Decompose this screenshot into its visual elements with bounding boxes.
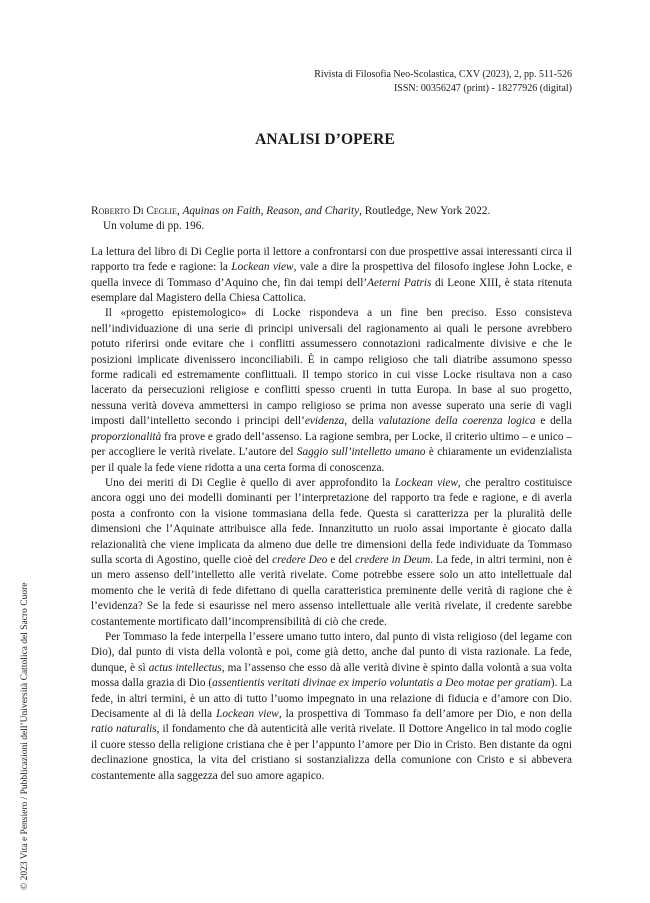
text-run: , della [344,415,379,428]
italic-run: Aeterni Patris [367,276,432,289]
book-citation: Roberto Di Ceglie, Aquinas on Faith, Reason, and Charity, Routledge, New York 2022. Un volume di pp. 196. [91,205,491,233]
italic-run: Lockean view [394,476,458,489]
text-run: , che peraltro costituisce ancora oggi uno dei modelli dominanti per l’interpretazione del rapporto tra fede e ragione, e di averla posta a confronto con la visione tommasiana della fede. Questa si caratterizza per la pluralità delle dimensioni che l’Aquinate attribuisce alla fede. Innanzitutto un ruolo assai importante è giocato dalla relazionalità che viene implicata da almeno due delle tre dimensioni della fede individuate da Tommaso sulla scorta di Agostino, quelle cioè del [91,476,572,566]
paragraph-4 [91,630,572,784]
italic-run: proporzionalità [91,430,162,443]
text-run: ). La fede, in altri termini, è un atto di tutto l’uomo impegnato in una relazione di fiducia e d’amore con Dio. Decisamente al di là della [91,677,572,720]
italic-run: credere in Deum [355,553,431,566]
text-run: è chiaramente un evidenzialista per il quale la fede viene ridotta a una certa forma di conoscenza. [91,446,572,474]
italic-run: Lockean view [231,261,294,274]
italic-run: Lockean view [216,708,279,720]
paragraph-2 [91,306,572,475]
text-run: , la prospettiva di Tommaso fa dell’amore per Dio, e non della [278,708,572,720]
publisher-info: , Routledge, New York 2022. [359,205,491,217]
text-run: . La fede, in altri termini, non è un mero assenso dell’intelletto alle verità rivelate. Come potrebbe essere solo un atto intellettuale dal momento che le verità di fede difettano di quella caratteristica preminente delle verità di ragione che è l’evidenza? Se la fede si esaurisse nel mero assenso intellettuale alle verità rivelate, il credente sarebbe costantemente mortificato dall’incomprensibilità di ciò che crede. [91,553,573,628]
paragraph-1 [91,245,572,307]
text-run: , vale a dire la prospettiva del filosofo inglese John Locke, e quella invece di Tommaso d’Aquino che, fin dai tempi dell’ [91,261,572,289]
italic-run: actus intellectus [148,661,222,674]
text-run: Il «progetto epistemologico» di Locke rispondeva a un fine ben preciso. Esso consisteva nell’individuazione di una serie di principi universali del ragionamento ai quali le persone avrebbero potuto riferirsi onde evitare che i conflitti assumessero connotazioni radicalmente divisive e che le posizioni implicate divenissero inconciliabili. È in campo religioso che tali diatribe assumono spesso forme radicali ed estremamente conflittuali. Il tempo storico in cui visse Locke risultava non a caso lacerato da persecuzioni religiose e conflitti spesso cruenti in tutta Europa. In base al suo progetto, nessuna verità doveva ammettersi in campo religioso se prima non avesse superato una serie di vagli imposti dall’intelletto secondo i principi dell’ [91,307,572,428]
text-run: Uno dei meriti di Di Ceglie è quello di aver approfondito la [105,476,395,489]
copyright-side-note: © 2023 Vita e Pensiero / Pubblicazioni dell’Università Cattolica del Sacro Cuore [20,582,30,890]
italic-run: credere Deo [272,553,328,566]
italic-run: assentientis veritati divinae ex imperio voluntatis a Deo motae per gratiam [212,677,551,690]
italic-run: evidenza [304,415,345,428]
journal-info-line: Rivista di Filosofia Neo-Scolastica, CXV (2023), 2, pp. 511-526 [314,69,572,80]
issn-line: ISSN: 00356247 (print) - 18277926 (digital) [393,83,572,94]
paragraph-3 [91,476,572,630]
italic-run: Saggio sull’intelletto umano [296,446,426,459]
section-title: ANALISI D’OPERE [255,131,395,148]
text-run: di Leone XIII, è stata ritenuta esemplare dal Magistero della Chiesa Cattolica. [91,276,572,305]
italic-run: valutazione della coerenza logica [378,415,536,428]
text-run: fra prove e grado dell’assenso. La ragione sembra, per Locke, il criterio ultimo – e unico – per accogliere le verità rivelate. L’autore del [91,430,572,459]
author-name: Roberto Di Ceglie [91,205,177,217]
text-run: Per Tommaso la fede interpella l’essere umano tutto intero, dal punto di vista religioso (del legame con Dio), dal punto di vista della volontà e poi, come già detto, anche dal punto di vista razionale. La fede, dunque, è sì [91,630,572,674]
text-run: , il fondamento che dà autenticità alle verità rivelate. Il Dottore Angelico in tal modo coglie il cuore stesso della religione cristiana che è per l’appunto l’amore per Dio in Cristo. Ben distante da ogni declinazione gnostica, la vita del cristiano si sostanzializza della comunione con Cristo e si abbevera costantemente alla saggezza del suo amore agapico. [91,723,572,782]
text-run: e del [327,553,356,566]
article-body [91,204,572,784]
journal-header [314,68,572,96]
text-run: , ma l’assenso che esso dà alle verità divine è spinto dalla volontà a sua volta mossa dalla grazia di Dio ( [91,661,572,690]
book-title: Aquinas on Faith, Reason, and Charity [182,205,360,217]
text-run: e della [535,415,572,428]
italic-run: ratio naturalis [91,723,157,736]
volume-info: Un volume di pp. 196. [103,220,205,233]
text-run: La lettura del libro di Di Ceglie porta il lettore a confrontarsi con due prospettive assai interessanti circa il rapporto tra fede e ragione: la [91,245,572,274]
